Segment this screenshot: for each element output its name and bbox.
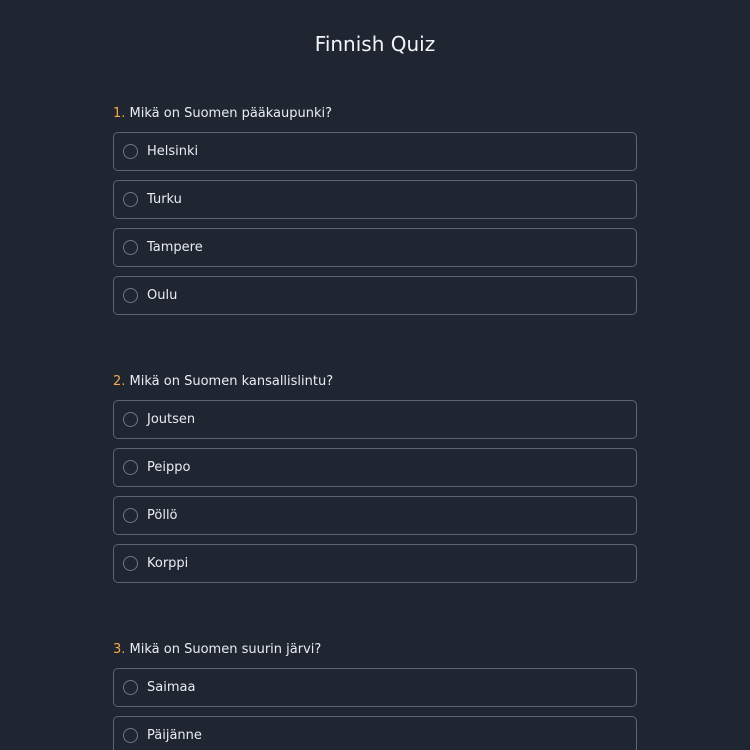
radio-button[interactable]	[123, 508, 138, 523]
answer-option-turku[interactable]	[113, 180, 637, 219]
answer-option-peippo[interactable]	[113, 448, 637, 487]
answer-option-tampere[interactable]	[113, 228, 637, 267]
answer-option-oulu[interactable]	[113, 276, 637, 315]
radio-button[interactable]	[123, 460, 138, 475]
radio-button[interactable]	[123, 288, 138, 303]
answer-option-saimaa[interactable]	[113, 668, 637, 707]
answer-option-pollo[interactable]	[113, 496, 637, 535]
question-header	[113, 104, 637, 124]
answer-option-korppi[interactable]	[113, 544, 637, 583]
radio-button[interactable]	[123, 680, 138, 695]
answer-option-joutsen[interactable]	[113, 400, 637, 439]
option-label: Pöllö	[147, 507, 178, 523]
answer-option-paijanne[interactable]	[113, 716, 637, 750]
page-title: Finnish Quiz	[314, 32, 436, 56]
answer-option-helsinki[interactable]	[113, 132, 637, 171]
question-number: 2.	[113, 374, 126, 389]
option-label: Turku	[147, 191, 182, 207]
option-label: Helsinki	[147, 143, 199, 159]
question-text: Mikä on Suomen kansallislintu?	[129, 374, 334, 389]
radio-button[interactable]	[123, 192, 138, 207]
option-label: Oulu	[147, 287, 178, 303]
radio-button[interactable]	[123, 728, 138, 743]
radio-button[interactable]	[123, 240, 138, 255]
question-3	[113, 640, 637, 750]
question-2	[113, 372, 637, 592]
question-text: Mikä on Suomen pääkaupunki?	[129, 106, 333, 121]
option-label: Joutsen	[147, 411, 196, 427]
option-label: Saimaa	[147, 679, 196, 695]
question-text: Mikä on Suomen suurin järvi?	[129, 642, 322, 657]
option-label: Tampere	[147, 239, 203, 255]
question-number: 1.	[113, 106, 126, 121]
option-label: Päijänne	[147, 727, 202, 743]
radio-button[interactable]	[123, 144, 138, 159]
option-label: Peippo	[147, 459, 191, 475]
question-1	[113, 104, 637, 324]
question-header	[113, 372, 637, 392]
question-header	[113, 640, 637, 660]
option-label: Korppi	[147, 555, 189, 571]
radio-button[interactable]	[123, 556, 138, 571]
question-number: 3.	[113, 642, 126, 657]
radio-button[interactable]	[123, 412, 138, 427]
